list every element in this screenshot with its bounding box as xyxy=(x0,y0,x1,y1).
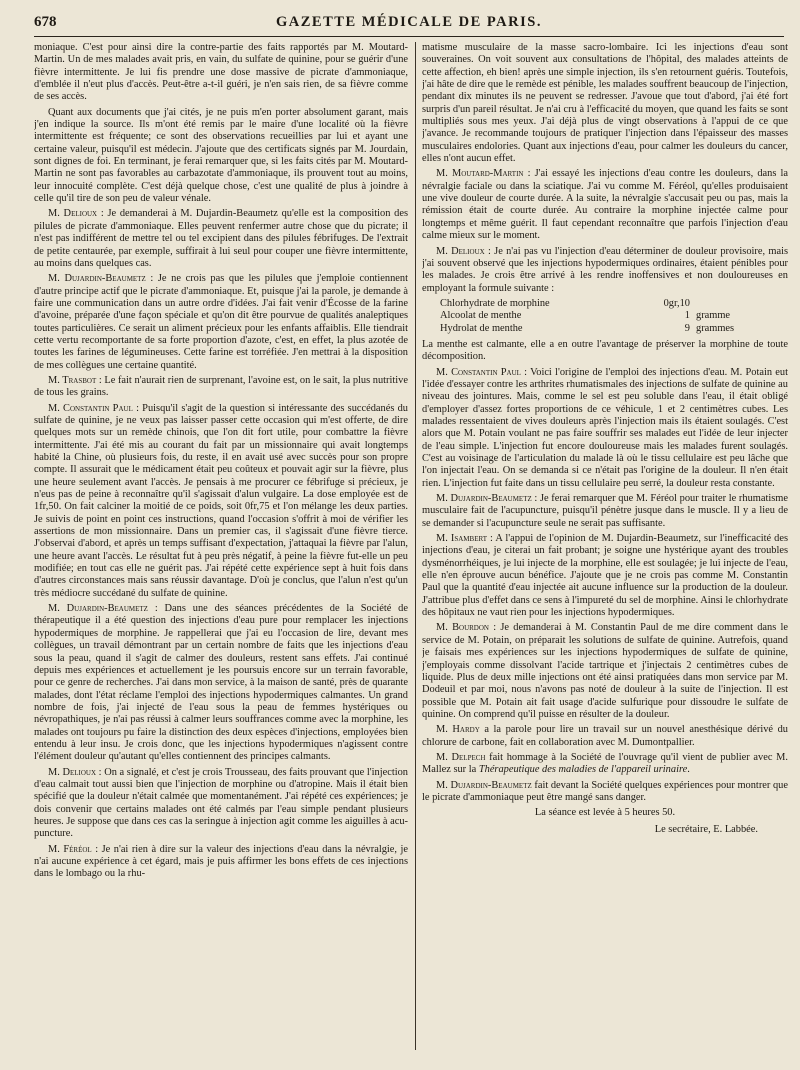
speech-text: : Dans une des séances précédentes de la Société de thérapeutique il a été question des injections d'eau pure pour remplacer les injections hypodermiques de morphine. Je rappellerai que j'ai eu l'occasion de lire, devant mes collègues, un travail démontrant par un certain nombre de faits que les injections d'eau sous la peau, quand il s'agit de calmer des douleurs, restent sans effets. J'ai continué depuis mes expériences et actuellement je les poursuis encore sur un terrain favorable, pour ce genre de recherches. J'ai dans mon service, à la maison de santé, près de quarante malades, dont l'état réclame l'emploi des injections hypodermiques calmantes. Un grand nombre de fois, j'ai injecté de l'eau sous la peau de femmes hystériques ou névropathiques, je n'ai pas réussi à calmer leurs souffrances comme avec la morphine, les malades ont toujours pu faire la distinction des deux espèces d'injections, employées bien entendu à leur insu. Je crois donc, que les injections hypodermiques n'agissent contre l'élément douleur qu'autant qu'elles contiennent des principes calmants. xyxy=(34,603,408,763)
formula-row xyxy=(440,298,788,310)
ingredient-unit xyxy=(690,298,696,310)
speaker-name: M. Bourdon xyxy=(436,622,489,634)
speaker-name: M. Dujardin-Beaumetz xyxy=(48,273,146,285)
speaker-name: M. Delioux xyxy=(436,245,485,257)
paragraph: Quant aux documents que j'ai cités, je ne puis m'en porter absolument garant, mais j'en indique la source. Ils m'ont été remis par le maire d'une localité où la fièvre intermittente est fréquente; ce sont des observations recueillies par lui et ayant une certaine valeur, puisqu'il est médecin. J'ajoute que des certificats signés par M. Jourdain, sont dignes de foi. En terminant, je ferai remarquer que, si les faits cités par M. Moutard-Martin ne sont pas favorables au carbazotate d'ammoniaque, ils prouvent tout au moins, leur innocuité complète. C'est déjà quelque chose, c'est une qualité de plus à joindre à celle qu'il tire de son peu de valeur vénale. xyxy=(34,106,408,205)
speaker-name: M. Dujardin-Beaumetz xyxy=(48,603,148,615)
speech-text: fait hommage à la Société de l'ouvrage qu'il vient de publier avec M. Mallez sur la xyxy=(422,751,788,776)
speech-text: : Je demanderai à M. Constantin Paul de me dire comment dans le service de M. Potain, on préparait les solutions de sulfate de quinine. Autrefois, quand je faisais mes expériences sur les injections hypodermiques de sulfate de quinine, j'employais comme dissolvant l'acide tartrique et j'injectais 2 centimètres cubes de liquide. Plus de deux mille injections ont été ainsi pratiquées dans mon service par M. Dodeuil et par moi, nous n'avons pas noté de douleur à la suite de l'injection. Il est possible que M. Potain ait fait usage d'acide sulfurique pour dissoudre le sulfate de quinine. On comprend qu'il puisse en résulter de la douleur. xyxy=(422,622,788,720)
formula-row xyxy=(440,310,788,322)
paragraph xyxy=(34,273,408,372)
speech-text: a la parole pour lire un travail sur un nouvel anesthésique dérivé du chlorure de carbone, fait en collaboration avec M. Dumontpallier. xyxy=(422,724,788,748)
paragraph: La menthe est calmante, elle a en outre l'avantage de préserver la morphine de toute décomposition. xyxy=(422,338,788,363)
speaker-name: M. Isambert xyxy=(436,533,487,545)
ingredient-unit: grammes xyxy=(696,322,735,334)
paragraph xyxy=(422,367,788,490)
left-column xyxy=(34,42,408,1056)
speech-text: : Je n'ai pas vu l'injection d'eau déterminer de douleur provisoire, mais j'ai souvent observé que les injections hypodermiques ordinaires, étaient pénibles pour les malades. Je crois être arrivé à les rendre inoffensives et non douloureuses en employant la formule suivante : xyxy=(422,245,788,294)
paragraph: matisme musculaire de la masse sacro-lombaire. Ici les injections d'eau sont souveraines. On voit souvent aux consultations de l'hôpital, des malades atteints de cette affection, eh bien! après une simple injection, ils s'en retournent guéris. Toutefois, j'ai hâte de dire que le remède est pénible, les malades souffrent beaucoup de l'injection, pendant dix minutes ils ne peuvent se redresser. J'avoue que tout d'abord, j'ai été fort surpris d'un pareil résultat. Je n'ai cru à l'efficacité du moyen, que quand les faits se sont multipliés sous mes yeux. J'ai déjà plus de vingt observations à l'appui de ce que j'avance. Je recommande toujours de pratiquer l'injection dans l'épaisseur des masses musculaires endolories. Quant aux injections d'eau, pour calmer les douleurs du cancer, elles n'ont aucun effet. xyxy=(422,42,788,165)
speech-text: fait devant la Société quelques expériences pour montrer que le picrate d'ammoniaque peut être mangé sans danger. xyxy=(422,779,788,803)
speaker-name: M. Constantin Paul xyxy=(436,366,521,378)
secretary-signature: Le secrétaire, E. Labbée. xyxy=(654,823,758,835)
book-title: Thérapeutique des maladies de l'appareil urinaire xyxy=(478,764,688,776)
ingredient-name: Alcoolat de menthe xyxy=(440,310,522,322)
paragraph xyxy=(422,724,788,749)
paragraph xyxy=(422,752,788,777)
paragraph xyxy=(34,403,408,601)
speech-text: . xyxy=(687,764,690,776)
speech-text: : Le fait n'aurait rien de surprenant, l'avoine est, on le sait, la plus nutritive de tous les grains. xyxy=(34,374,408,399)
column-divider xyxy=(415,42,416,1050)
prescription-formula xyxy=(440,298,788,335)
speaker-name: M. Constantin Paul xyxy=(48,402,133,414)
paragraph xyxy=(422,622,788,721)
paragraph: moniaque. C'est pour ainsi dire la contre-partie des faits rapportés par M. Moutard-Martin. Un de mes malades avait pris, en vain, du sulfate de quinine, pour se guérir d'une fièvre intermittente. Je lui fis prendre une dose massive de picrate d'ammoniaque, d'emblée il n'eut plus d'accès. Peut-être a-t-il guéri, je n'en sais rien, de sa fièvre comme de ses accès. xyxy=(34,42,408,103)
ingredient-name: Hydrolat de menthe xyxy=(440,322,523,334)
page-number: 678 xyxy=(34,14,57,30)
speech-text: : On a signalé, et c'est je crois Trousseau, des faits prouvant que l'injection d'eau calmait tout aussi bien que l'injection de morphine ou d'atropine. Mais il était bien spécifié que la douleur n'était calmée que momentanément. J'ai répété ces expériences; je dois convenir que certains malades ont été calmés par l'eau simple pendant plusieurs heures. Je suppose que dans ces cas la seringue à injection agit comme les aiguilles à acu-puncture. xyxy=(34,766,408,840)
speaker-name: M. Delpech xyxy=(436,751,486,763)
speaker-name: M. Féréol xyxy=(48,843,92,855)
paragraph xyxy=(422,246,788,295)
paragraph xyxy=(34,767,408,841)
speaker-name: M. Hardy xyxy=(436,724,480,736)
ingredient-quantity: 9 xyxy=(684,322,690,334)
paragraph xyxy=(422,168,788,242)
speaker-name: M. Trasbot xyxy=(48,374,97,386)
paragraph xyxy=(34,844,408,881)
speech-text: : J'ai essayé les injections d'eau contre les douleurs, dans la névralgie faciale ou dans la sciatique. J'ai vu comme M. Féréol, qu'elles produisaient une vive douleur de courte durée. A la suite, la névralgie s'accusait peu ou pas, mais la rémission était de courte durée. Au contraire la morphine injectée calme pour longtemps et même guérit. Il faut cependant reconnaître que parfois l'injection d'eau calme mieux sur le moment. xyxy=(422,168,788,242)
ingredient-unit: gramme xyxy=(696,310,731,322)
speech-text: : Je ferai remarquer que M. Féréol pour traiter le rhumatisme musculaire fait de l'acupuncture, puisqu'il pénètre jusque dans le muscle. Il y a lieu de se demander si l'acupuncture seule ne serait pas suffisante. xyxy=(422,493,788,529)
speech-text: : Puisqu'il s'agit de la question si intéressante des succédanés du sulfate de quinine, je ne veux pas laisser passer cette occasion qui m'est offerte, de dire quelques mots sur un remède chinois, que l'on dit fort utile, pour combattre la fièvre intermittente. J'ai été mis au courant du fait par un missionnaire qui avait longtemps habité la Chine, où plusieurs fois, du reste, il en avait usé avec succès pour son propre compte. Il assurait que le médicament était peu coûteux et pouvait agir sur la fièvre, plus une heure seulement avant l'accès. Je pensais à me procurer ce fébrifuge si précieux, je n'eus pas de peine à reconnaître qu'il s'agissait d'alun vulgaire. La dose employée est de 1fr,50. On fait calciner la moitié de ce poids, soit 0fr,75 et l'on mélange les deux parties. Je suivis de point en point ces instructions, quand l'occasion s'offrit à moi de vérifier les assertions de mon missionnaire. Dans un premier cas, il s'agissait d'une fièvre tierce. J'observai d'abord, et après un temps suffisant d'expectation, j'attaquai la fièvre par l'alun, une heure avant l'accès. Le résultat fut à peu près négatif, à peine la fièvre fut-elle un peu modifiée; en tout cas elle ne guérit pas. J'ai répété cette expérience sept à huit fois dans d'autres circonstances mais sans réussir davantage. D'où je conclus, que l'alun n'est qu'un très médiocre succédané du sulfate de quinine. xyxy=(34,402,408,599)
speaker-name: M. Dujardin-Beaumetz xyxy=(436,493,532,505)
speech-text: : Je n'ai rien à dire sur la valeur des injections d'eau dans la névralgie, je n'ai aucune expérience à cet égard, mais je puis affirmer les bons effets de ces injections dans le lombago ou la rhu- xyxy=(34,843,408,880)
speaker-name: M. Moutard-Martin xyxy=(436,168,524,180)
ingredient-quantity: 1 xyxy=(684,310,690,322)
page-header xyxy=(34,14,784,37)
ingredient-quantity: 0gr,10 xyxy=(663,297,690,309)
speaker-name: M. Delioux xyxy=(48,766,97,778)
paragraph xyxy=(422,533,788,619)
ingredient-name: Chlorhydrate de morphine xyxy=(440,297,550,309)
formula-row xyxy=(440,323,788,335)
paragraph xyxy=(422,493,788,530)
speaker-name: M. Dujardin-Beaumetz xyxy=(436,779,532,791)
session-closing: La séance est levée à 5 heures 50. xyxy=(534,807,676,819)
speech-text: : Je demanderai à M. Dujardin-Beaumetz qu'elle est la composition des pilules de picrate d'ammoniaque. Elles peuvent renfermer autre chose que du picrate; il n'est pas indifférent de mettre tel ou tel excipient dans des pilules fébrifuges. De l'extrait de petite centaurée, par exemple, suffirait à lui seul pour couper une fièvre intermittente, au moins dans quelques cas. xyxy=(34,208,408,269)
right-column xyxy=(422,42,788,1056)
paragraph xyxy=(34,603,408,763)
speech-text: : Je ne crois pas que les pilules que j'emploie contiennent d'autre principe actif que le picrate d'ammoniaque. Et, puisque j'ai la parole, je demande à faire une communication dans un autre ordre d'idées. J'ai fait venir d'Écosse de la farine d'avoine, préparée d'une façon spéciale et qu'on dit être pourvue de qualités analeptiques toutes particulières. Ce serait un aliment précieux pour les enfants affaiblis. Elle tiendrait cette vertu recomportante de sa forte proportion d'azote, c'est, en effet, la plus azotée de toutes les farines de légumineuses. Cette farine est torréfiée. J'en mettrai à la disposition de mes collègues une certaine quantité. xyxy=(34,273,408,371)
journal-title: GAZETTE MÉDICALE DE PARIS. xyxy=(276,14,542,30)
paragraph xyxy=(34,208,408,270)
speaker-name: M. Delioux xyxy=(48,208,98,220)
speech-text: : Voici l'origine de l'emploi des injections d'eau. M. Potain eut l'idée d'essayer contre les arthrites rhumatismales des injections de sulfate de quinine au niveau des jointures. Mais, comme le sel est peu soluble dans l'eau, il était obligé d'employer d'assez fortes proportions de ce véhicule, 1 et 2 centimètres cubes. Les malades ressentaient de vives douleurs après l'injection mais ils étaient soulagés. C'est alors que M. Potain voulant ne pas faire souffrir ses malades eut l'idée de leur injecter de l'eau simple. L'injection fut encore douloureuse mais les malades furent soulagés. C'est au voisinage de l'articulation du malade là où le tissu cellulaire est peu lâche que l'on injectait l'eau. On se demanda si ce n'était pas l'origine de la douleur. Il n'en était rien. L'injection fut faite dans un tissu cellulaire peu serré, la douleur resta constante. xyxy=(422,366,788,489)
speech-text: : A l'appui de l'opinion de M. Dujardin-Beaumetz, sur l'inefficacité des injections d'eau, je citerai un fait probant; je soigne une hystérique ayant des troubles dysménorrhéiques, je lui injecte de la morphine, elle est soulagée; je lui injecte de l'eau, elle n'en éprouve aucun bénéfice. J'ajoute que je ne crois pas comme M. Constantin Paul que la quantité d'eau injectée ait aucune influence sur la production de la douleur. J'attribue plus d'effet dans ce sens à l'impureté du sel de morphine. Ainsi le chlorhydrate des hôpitaux ne vaut rien pour les injections hypodermiques. xyxy=(422,533,788,619)
paragraph xyxy=(34,375,408,400)
paragraph xyxy=(422,780,788,805)
